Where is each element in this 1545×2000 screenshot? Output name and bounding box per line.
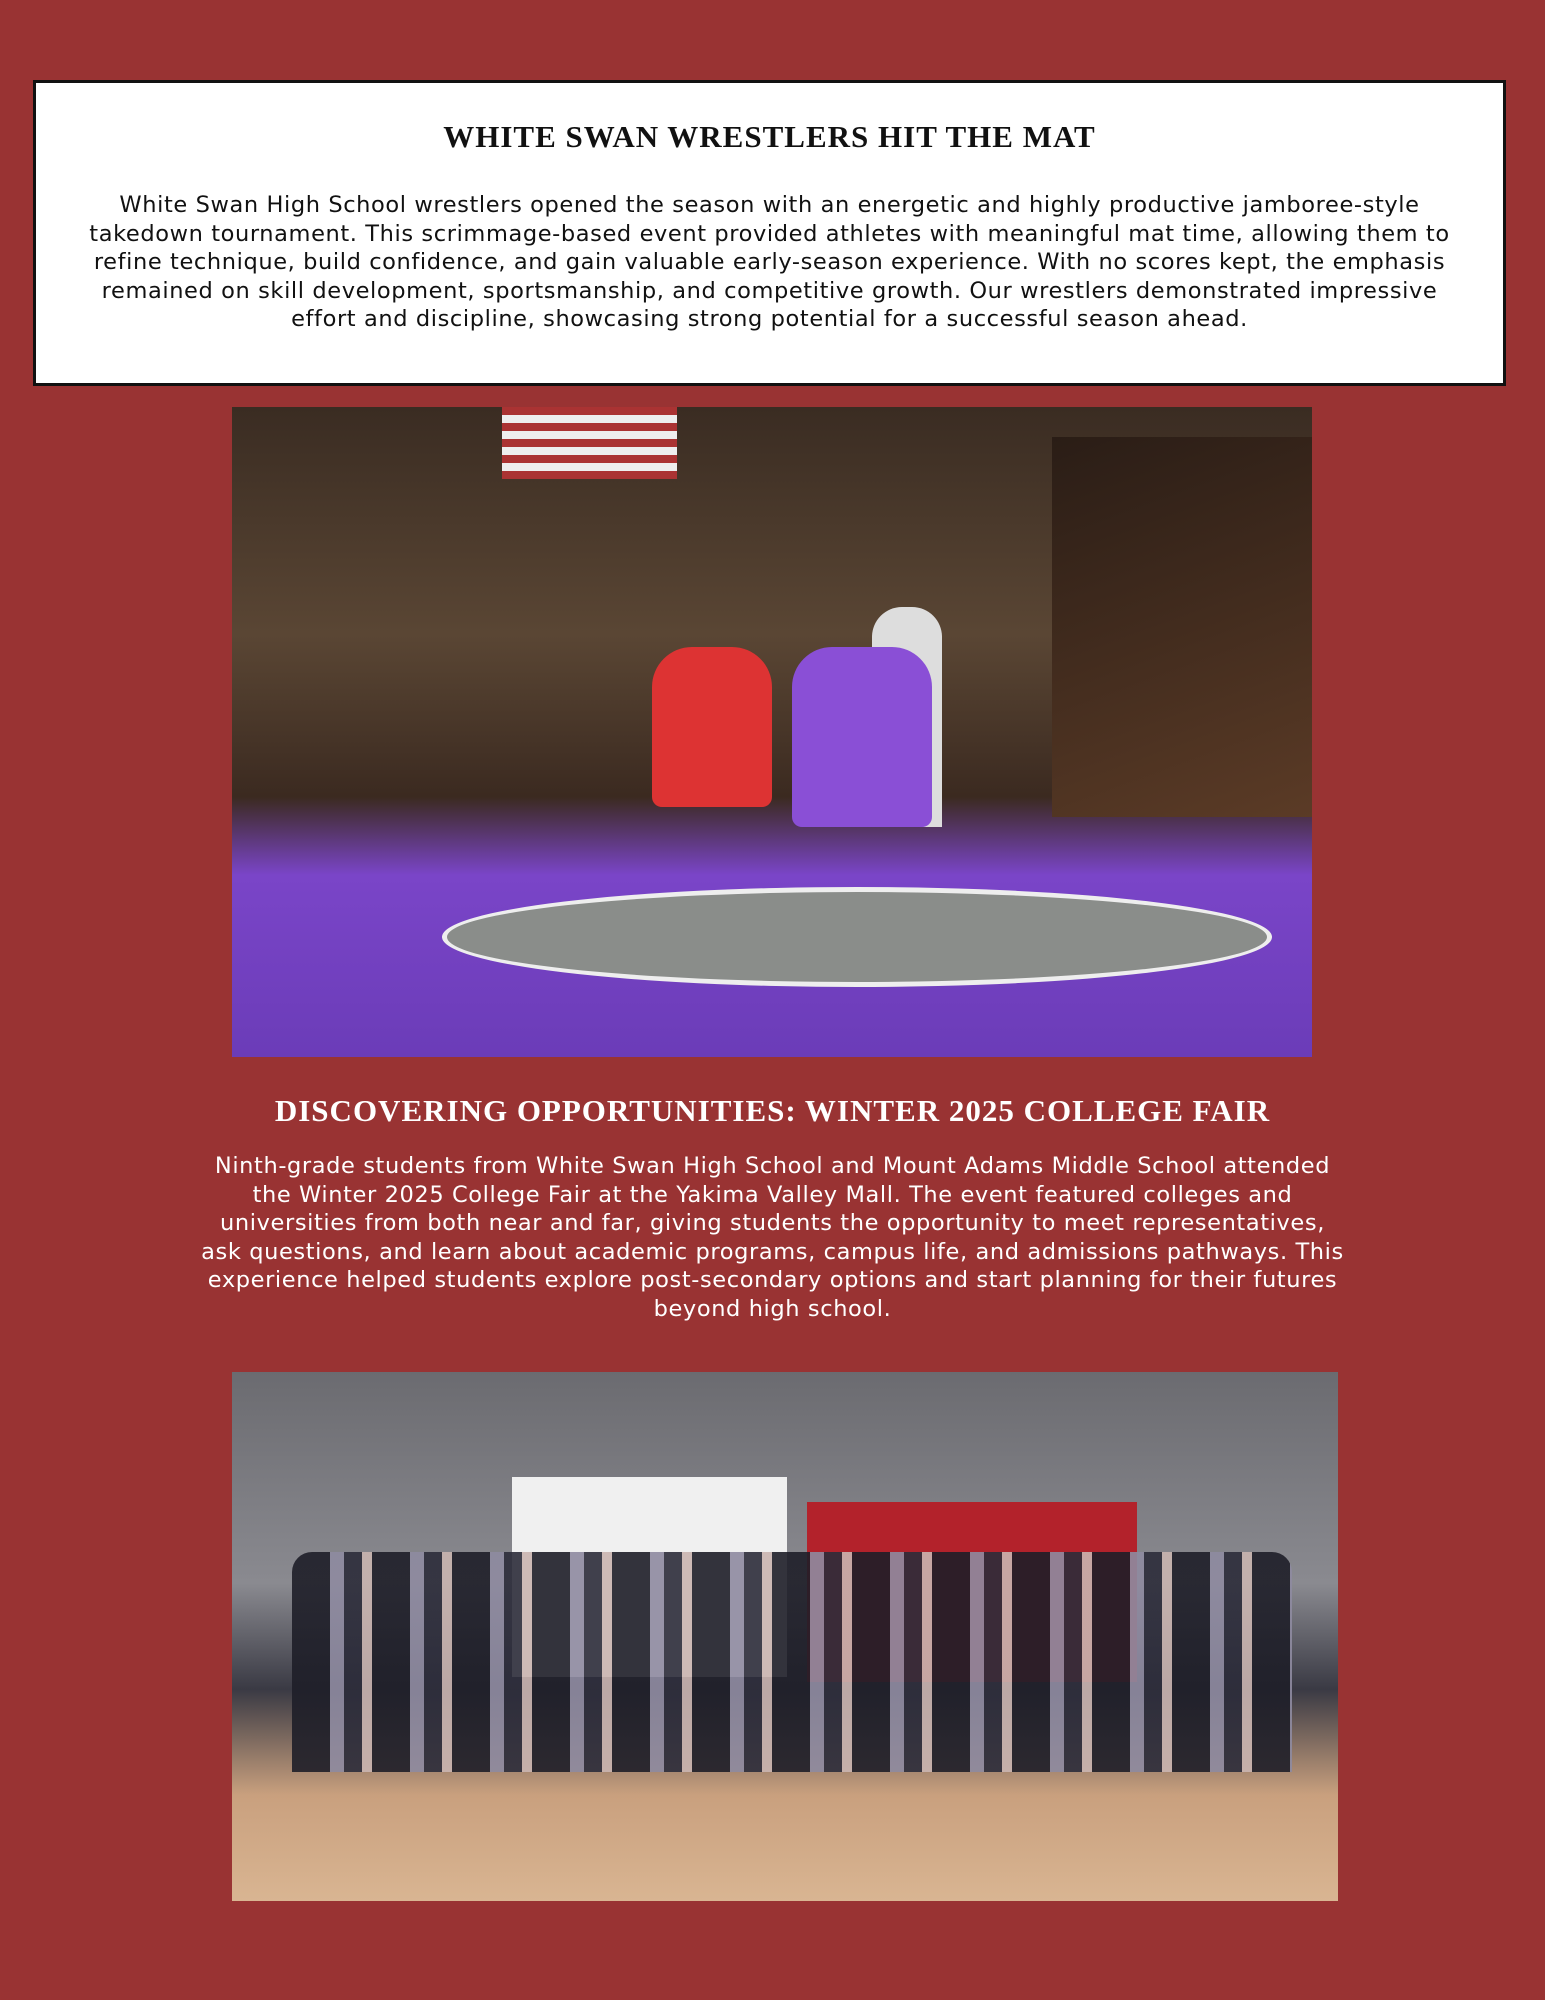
college-fair-group-photo: [232, 1372, 1338, 1901]
wrestling-photo: [232, 407, 1312, 1057]
wrestler-red: [652, 647, 772, 807]
wrestling-article-title: WHITE SWAN WRESTLERS HIT THE MAT: [443, 119, 1096, 154]
bleachers-spectators: [1052, 437, 1312, 817]
college-fair-title: DISCOVERING OPPORTUNITIES: WINTER 2025 COLLEGE FAIR: [274, 1093, 1271, 1128]
student-group: [292, 1552, 1292, 1772]
wrestling-article-box: [33, 80, 1506, 386]
american-flag: [502, 407, 677, 479]
college-fair-body: Ninth-grade students from White Swan High School and Mount Adams Middle School attended the Winter 2025 College Fair at the Yakima Valley Mall. The event featured colleges and universities from both near and far, giving students the opportunity to meet representatives, ask questions, and learn about academic programs, campus life, and admissions pathways. This experience helped students explore post-secondary options and start planning for their futures beyond high school.: [201, 1153, 1344, 1322]
wrestling-article-body: White Swan High School wrestlers opened the season with an energetic and highly productive jamboree-style takedown tournament. This scrimmage-based event provided athletes with meaningful mat time, allowing them to refine technique, build confidence, and gain valuable early-season experience. With no scores kept, the emphasis remained on skill development, sportsmanship, and competitive growth. Our wrestlers demonstrated impressive effort and discipline, showcasing strong potential for a successful season ahead.: [89, 192, 1450, 332]
mat-center-circle: [442, 887, 1272, 987]
wrestler-purple: [792, 647, 932, 827]
